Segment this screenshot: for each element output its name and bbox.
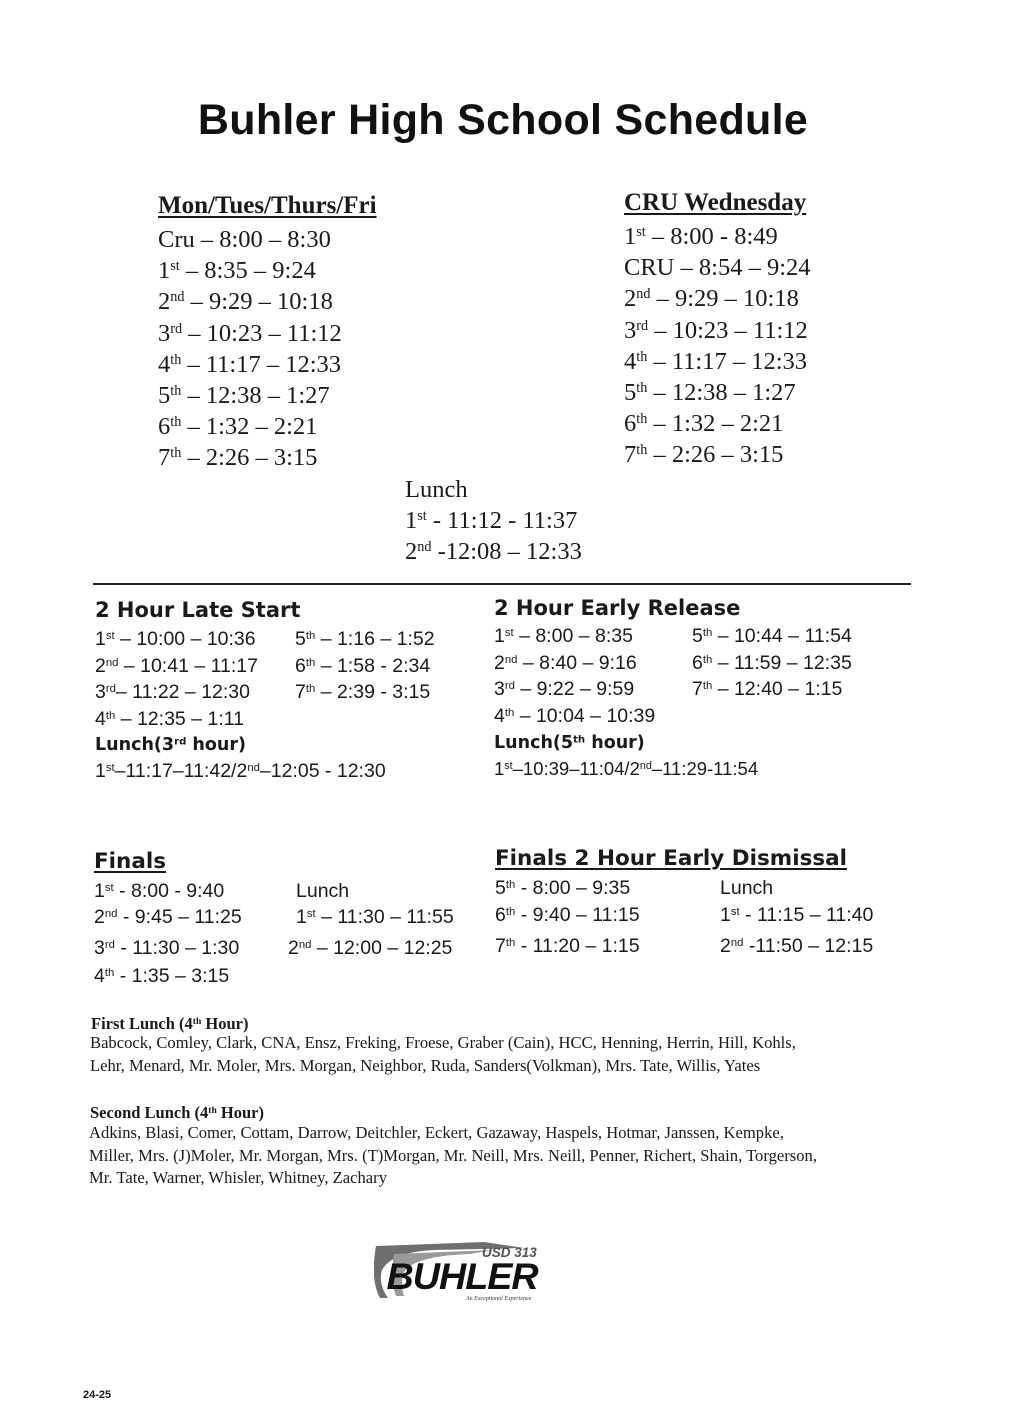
- finals-lunch-row: 1st – 11:30 – 11:55: [296, 906, 454, 928]
- regular-lunch: [405, 474, 582, 568]
- period-row: 6th – 1:32 – 2:21: [158, 413, 318, 441]
- period-row: 6th – 11:59 – 12:35: [692, 651, 852, 674]
- period-row: 3rd – 10:23 – 11:12: [624, 316, 808, 344]
- late-start-col1: [95, 626, 258, 732]
- period-row: 4th – 12:35 – 1:11: [95, 707, 244, 730]
- period-row: 3rd – 10:23 – 11:12: [158, 319, 342, 347]
- period-row: 1st – 8:00 - 8:49: [624, 223, 778, 250]
- first-lunch-names: [90, 1032, 796, 1077]
- page-title: Buhler High School Schedule: [197, 96, 809, 144]
- period-row: CRU – 8:54 – 9:24: [624, 254, 811, 282]
- lunch-heading: Lunch: [405, 476, 468, 503]
- late-start-lunch-times: 1st–11:17–11:42/2nd–12:05 - 12:30: [95, 760, 386, 782]
- period-row: 1st – 10:00 – 10:36: [95, 628, 256, 650]
- finals-heading: Finals: [94, 849, 167, 874]
- finals-early-heading: Finals 2 Hour Early Dismissal: [495, 846, 848, 871]
- regular-schedule-list: [158, 224, 342, 474]
- period-row: 4th – 10:04 – 10:39: [494, 704, 656, 727]
- cru-wednesday-heading: CRU Wednesday: [624, 189, 807, 216]
- period-row: 2nd – 9:29 – 10:18: [624, 285, 799, 313]
- period-row: 7th – 2:26 – 3:15: [624, 441, 784, 469]
- first-lunch-heading: First Lunch (4th Hour): [91, 1014, 249, 1033]
- early-release-col1: [494, 623, 655, 729]
- section-divider: [93, 583, 911, 585]
- period-row: 4th – 11:17 – 12:33: [624, 347, 808, 375]
- footer-year: 24-25: [83, 1389, 112, 1401]
- logo-tagline: An Exceptional Experience: [466, 1296, 532, 1302]
- finals-period-row: 1st - 8:00 - 9:40: [94, 880, 225, 902]
- period-row: 5th – 1:16 – 1:52: [295, 628, 435, 650]
- second-lunch-heading: Second Lunch (4th Hour): [90, 1103, 265, 1122]
- finals-early-period-row: 6th - 9:40 – 11:15: [495, 904, 640, 926]
- early-release-lunch-times: 1st–10:39–11:04/2nd–11:29-11:54: [494, 758, 759, 779]
- finals-period-row: 3rd - 11:30 – 1:30: [94, 937, 240, 959]
- names-line: Babcock, Comley, Clark, CNA, Ensz, Freking, Froese, Graber (Cain), HCC, Henning, Herrin, Hill, Kohls,: [90, 1033, 796, 1052]
- finals-early-period-row: 7th - 11:20 – 1:15: [495, 935, 640, 957]
- period-row: 7th – 2:39 - 3:15: [295, 681, 431, 703]
- period-row: 3rd– 11:22 – 12:30: [95, 681, 250, 703]
- names-line: Adkins, Blasi, Comer, Cottam, Darrow, Deitchler, Eckert, Gazaway, Haspels, Hotmar, Janssen, Kempke,: [89, 1123, 784, 1142]
- early-release-lunch-label: Lunch(5th hour): [494, 733, 645, 753]
- period-row: 2nd – 8:40 – 9:16: [494, 651, 637, 674]
- logo-district: USD 313: [482, 1245, 537, 1260]
- period-row: 7th – 12:40 – 1:15: [692, 678, 843, 700]
- lunch-row: 2nd -12:08 – 12:33: [405, 538, 582, 566]
- early-release-col2: [692, 623, 852, 703]
- names-line: Miller, Mrs. (J)Moler, Mr. Morgan, Mrs. (T)Morgan, Mr. Neill, Mrs. Neill, Penner, Richert, Shain, Torgerson,: [89, 1145, 817, 1165]
- period-row: 6th – 1:58 - 2:34: [295, 654, 431, 677]
- period-row: 3rd – 9:22 – 9:59: [494, 678, 635, 700]
- period-row: 5th – 12:38 – 1:27: [624, 379, 796, 407]
- period-row: 7th – 2:26 – 3:15: [158, 444, 318, 472]
- finals-early-lunch-heading: Lunch: [720, 877, 774, 899]
- late-start-heading: 2 Hour Late Start: [95, 598, 301, 622]
- finals-early-lunch-row: 2nd -11:50 – 12:15: [720, 935, 874, 957]
- finals-early-period-row: 5th - 8:00 – 9:35: [495, 877, 631, 899]
- late-start-col2: [295, 626, 435, 706]
- period-row: 6th – 1:32 – 2:21: [624, 410, 784, 438]
- finals-period-row: 2nd - 9:45 – 11:25: [94, 906, 242, 928]
- logo-name: BUHLER: [386, 1256, 538, 1297]
- finals-early-lunch-row: 1st - 11:15 – 11:40: [720, 904, 874, 926]
- cru-wednesday-list: [624, 221, 811, 471]
- finals-lunch-heading: Lunch: [296, 880, 350, 902]
- lunch-row: 1st - 11:12 - 11:37: [405, 507, 578, 535]
- period-row: 1st – 8:00 – 8:35: [494, 625, 633, 647]
- period-row: 4th – 11:17 – 12:33: [158, 350, 342, 378]
- regular-schedule-heading: Mon/Tues/Thurs/Fri: [158, 192, 377, 219]
- late-start-lunch-label: Lunch(3rd hour): [95, 735, 246, 755]
- finals-lunch-row: 2nd – 12:00 – 12:25: [288, 937, 453, 959]
- period-row: 5th – 10:44 – 11:54: [692, 625, 852, 647]
- names-line: Mr. Tate, Warner, Whisler, Whitney, Zachary: [89, 1168, 387, 1187]
- period-row: 1st – 8:35 – 9:24: [158, 257, 316, 285]
- period-row: 2nd – 10:41 – 11:17: [95, 654, 258, 677]
- period-row: 2nd – 9:29 – 10:18: [158, 288, 333, 316]
- period-row: Cru – 8:00 – 8:30: [158, 226, 331, 253]
- buhler-logo: [374, 1240, 574, 1306]
- finals-period-row: 4th - 1:35 – 3:15: [94, 965, 230, 987]
- names-line: Lehr, Menard, Mr. Moler, Mrs. Morgan, Neighbor, Ruda, Sanders(Volkman), Mrs. Tate, Willis, Yates: [90, 1055, 761, 1075]
- period-row: 5th – 12:38 – 1:27: [158, 382, 330, 410]
- second-lunch-names: [89, 1122, 817, 1190]
- early-release-heading: 2 Hour Early Release: [494, 596, 741, 620]
